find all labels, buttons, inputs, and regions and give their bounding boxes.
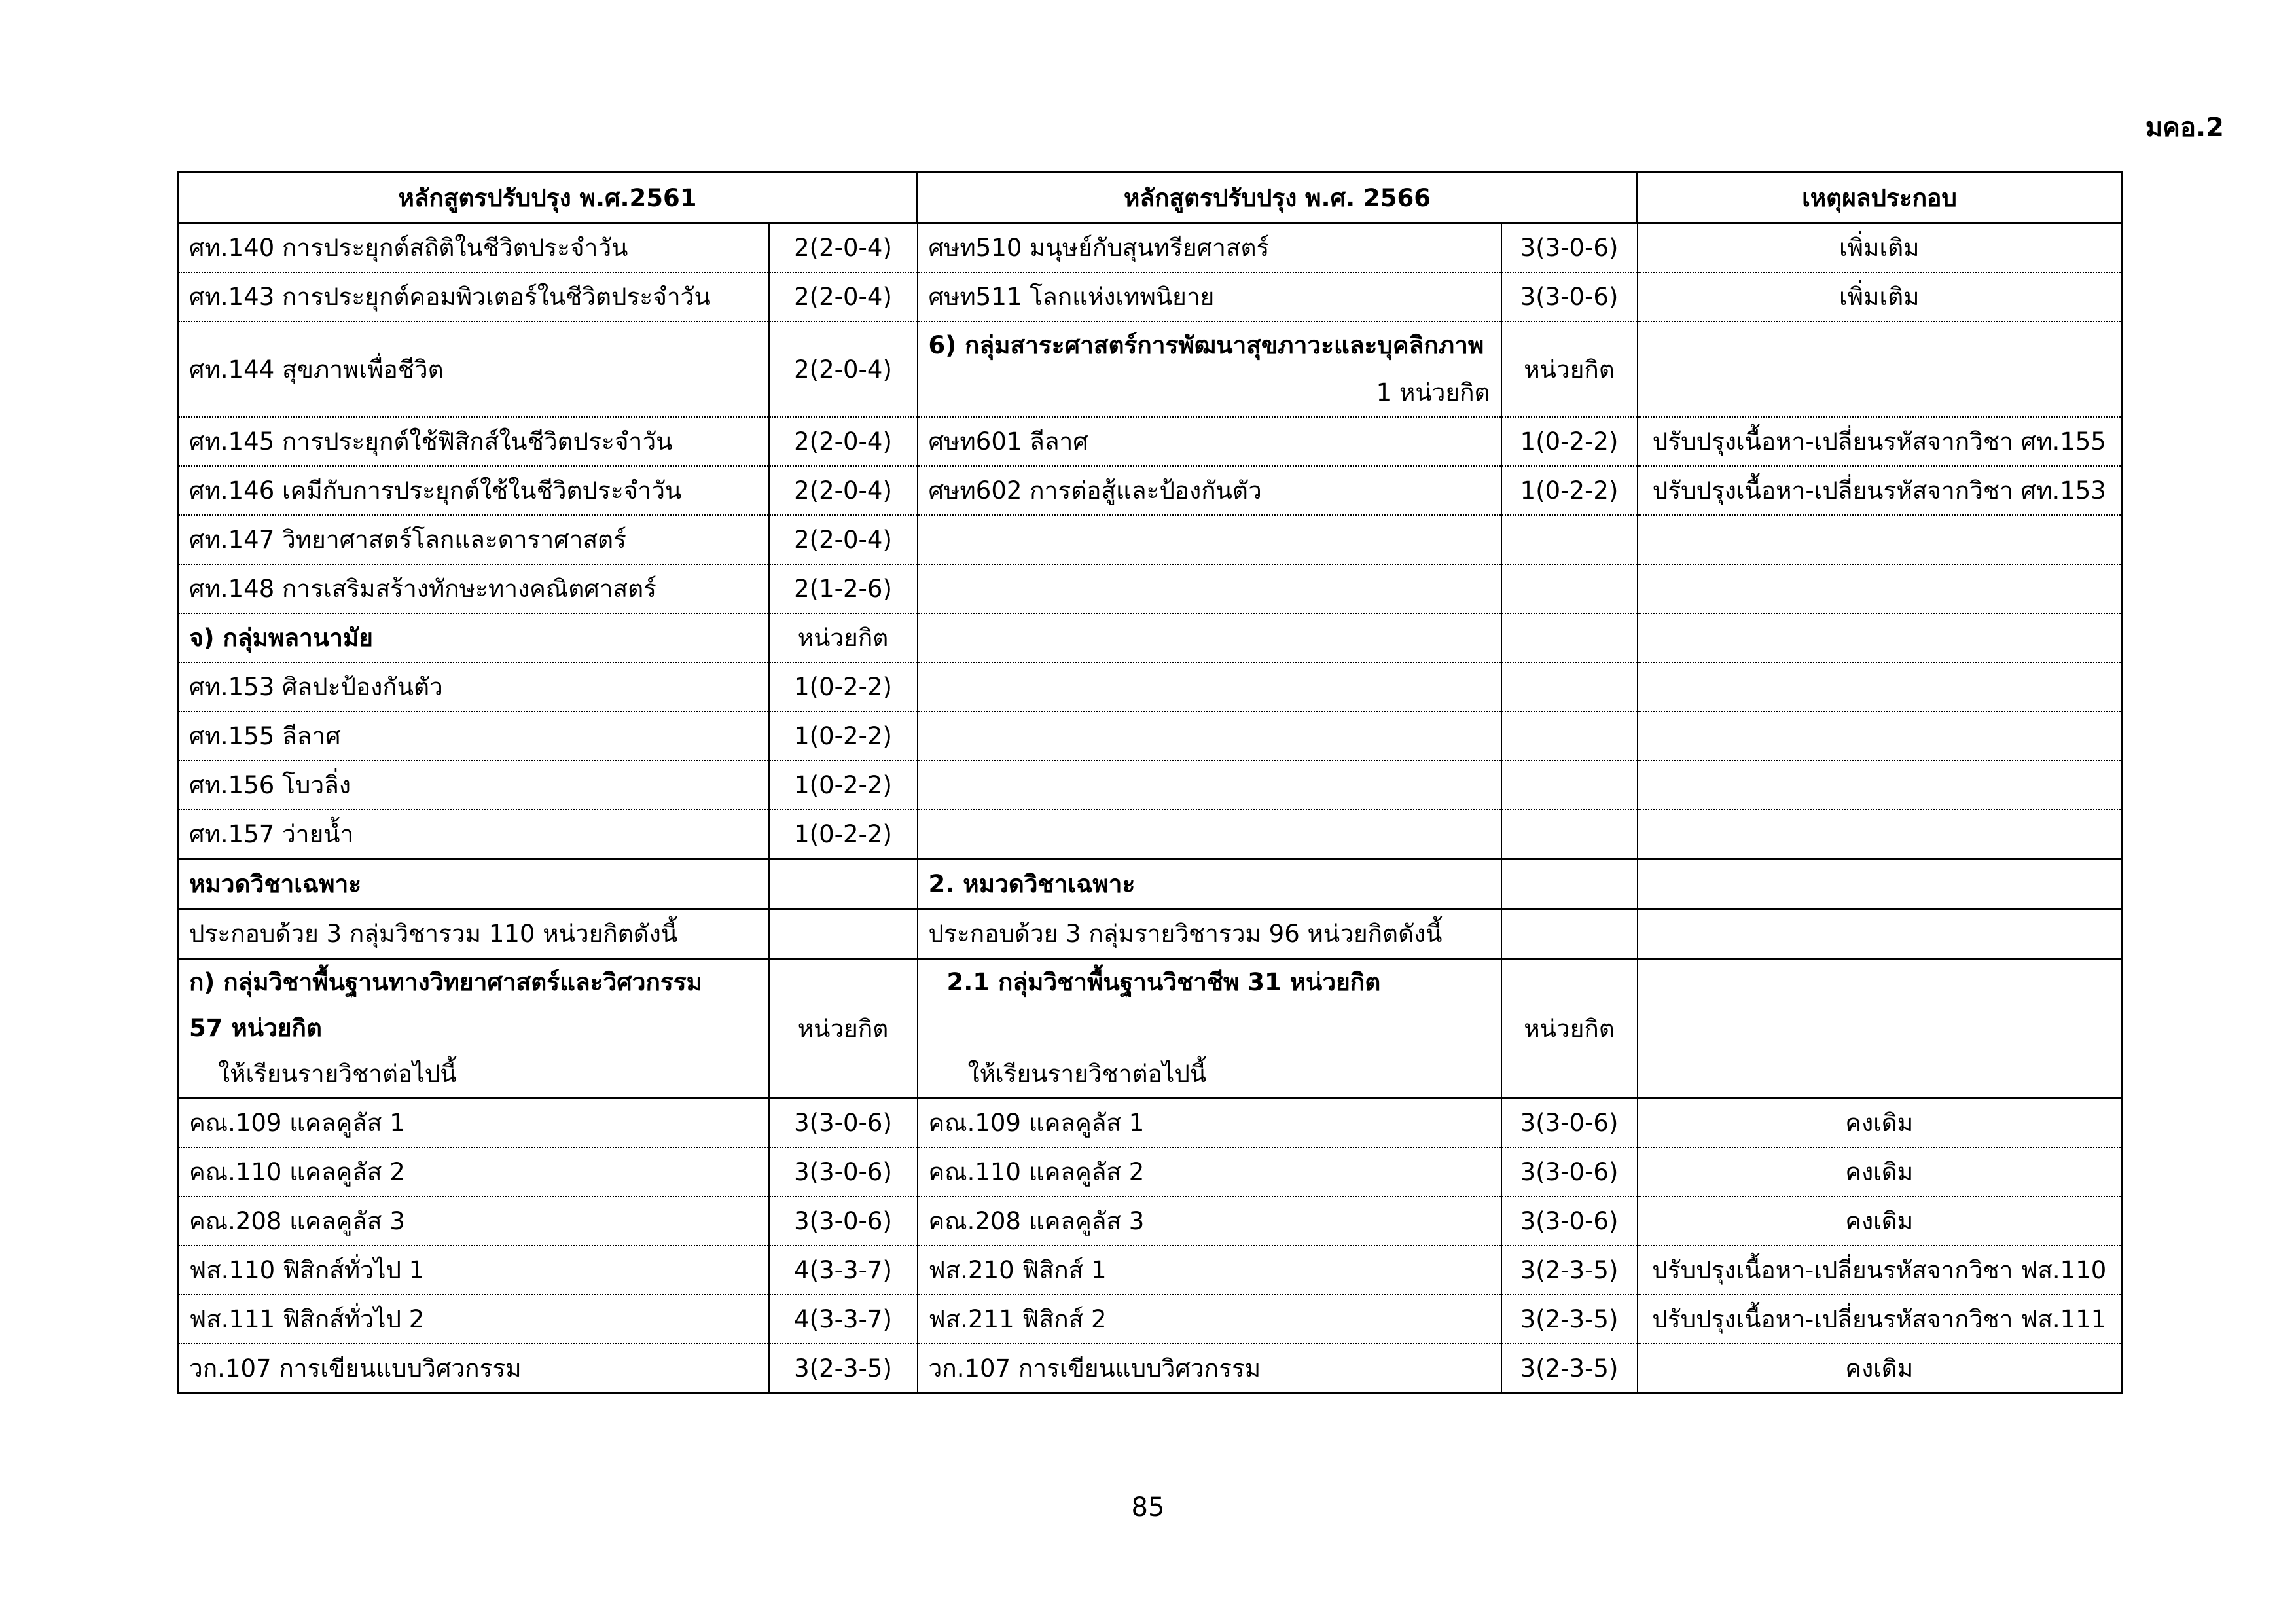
new-credit [1501, 564, 1638, 613]
old-credit: 3(3-0-6) [769, 1098, 918, 1148]
old-credit: 1(0-2-2) [769, 761, 918, 810]
old-course: ศท.155 ลีลาศ [178, 712, 769, 761]
new-course [918, 761, 1501, 810]
table-row [178, 515, 2122, 564]
new-credit: 3(3-0-6) [1501, 1197, 1638, 1246]
reason [1638, 613, 2122, 662]
table-row [178, 712, 2122, 761]
reason [1638, 859, 2122, 909]
old-credit: 3(3-0-6) [769, 1197, 918, 1246]
reason [1638, 564, 2122, 613]
old-credit: 2(2-0-4) [769, 417, 918, 466]
old-credit: 1(0-2-2) [769, 712, 918, 761]
reason: คงเดิม [1638, 1147, 2122, 1197]
document-code: มคอ.2 [2145, 113, 2224, 143]
old-credit: 4(3-3-7) [769, 1246, 918, 1295]
new-course: คณ.109 แคลคูลัส 1 [918, 1098, 1501, 1148]
old-course: ศท.140 การประยุกต์สถิติในชีวิตประจำวัน [178, 223, 769, 273]
reason [1638, 761, 2122, 810]
old-course: ศท.148 การเสริมสร้างทักษะทางคณิตศาสตร์ [178, 564, 769, 613]
new-subgroup-heading [918, 959, 1501, 1098]
reason: เพิ่มเติม [1638, 272, 2122, 321]
table-row [178, 761, 2122, 810]
new-credit: 3(3-0-6) [1501, 1098, 1638, 1148]
reason: คงเดิม [1638, 1197, 2122, 1246]
old-course: ศท.143 การประยุกต์คอมพิวเตอร์ในชีวิตประจำวัน [178, 272, 769, 321]
table-row [178, 909, 2122, 959]
new-credit [1501, 712, 1638, 761]
new-course [918, 712, 1501, 761]
reason [1638, 662, 2122, 712]
old-course: ศท.145 การประยุกต์ใช้ฟิสิกส์ในชีวิตประจำวัน [178, 417, 769, 466]
table-row [178, 417, 2122, 466]
new-section-heading: 2. หมวดวิชาเฉพาะ [918, 859, 1501, 909]
table-row [178, 662, 2122, 712]
reason: ปรับปรุงเนื้อหา-เปลี่ยนรหัสจากวิชา ฟส.110 [1638, 1246, 2122, 1295]
old-course: วก.107 การเขียนแบบวิศวกรรม [178, 1344, 769, 1394]
new-group-title: 6) กลุ่มสาระศาสตร์การพัฒนาสุขภาวะและบุคลิกภาพ [928, 331, 1484, 359]
new-course: คณ.110 แคลคูลัส 2 [918, 1147, 1501, 1197]
old-credit: 2(1-2-6) [769, 564, 918, 613]
old-course: ศท.146 เคมีกับการประยุกต์ใช้ในชีวิตประจำวัน [178, 466, 769, 515]
old-course: ศท.157 ว่ายน้ำ [178, 810, 769, 859]
new-credit: 1(0-2-2) [1501, 417, 1638, 466]
new-credit: 3(3-0-6) [1501, 272, 1638, 321]
new-credit [1501, 613, 1638, 662]
old-subgroup-heading [178, 959, 769, 1098]
header-old-curriculum: หลักสูตรปรับปรุง พ.ศ.2561 [178, 173, 918, 223]
old-credit: 3(3-0-6) [769, 1147, 918, 1197]
old-section-summary: ประกอบด้วย 3 กลุ่มวิชารวม 110 หน่วยกิตดังนี้ [178, 909, 769, 959]
new-course [918, 564, 1501, 613]
old-section-heading: หมวดวิชาเฉพาะ [178, 859, 769, 909]
header-reason: เหตุผลประกอบ [1638, 173, 2122, 223]
new-credit [1501, 909, 1638, 959]
new-credit [1501, 810, 1638, 859]
old-course: ศท.147 วิทยาศาสตร์โลกและดาราศาสตร์ [178, 515, 769, 564]
reason [1638, 321, 2122, 417]
reason: ปรับปรุงเนื้อหา-เปลี่ยนรหัสจากวิชา ศท.153 [1638, 466, 2122, 515]
reason [1638, 909, 2122, 959]
new-credit: หน่วยกิต [1501, 321, 1638, 417]
old-course: คณ.208 แคลคูลัส 3 [178, 1197, 769, 1246]
reason [1638, 712, 2122, 761]
new-credit: หน่วยกิต [1501, 959, 1638, 1098]
table-row [178, 1147, 2122, 1197]
new-course: ฟส.211 ฟิสิกส์ 2 [918, 1295, 1501, 1344]
old-subgroup-instruction: ให้เรียนรายวิชาต่อไปนี้ [218, 1060, 457, 1088]
old-course: ศท.153 ศิลปะป้องกันตัว [178, 662, 769, 712]
new-course [918, 613, 1501, 662]
new-credit [1501, 662, 1638, 712]
old-course: ฟส.111 ฟิสิกส์ทั่วไป 2 [178, 1295, 769, 1344]
new-credit: 3(3-0-6) [1501, 223, 1638, 273]
table-row [178, 959, 2122, 1098]
new-credit: 3(2-3-5) [1501, 1246, 1638, 1295]
new-course: ศษท602 การต่อสู้และป้องกันตัว [918, 466, 1501, 515]
table-row [178, 466, 2122, 515]
curriculum-comparison-table [177, 171, 2123, 1394]
old-credit: 1(0-2-2) [769, 662, 918, 712]
old-subgroup-title: ก) กลุ่มวิชาพื้นฐานทางวิทยาศาสตร์และวิศวกรรม [189, 968, 703, 996]
old-course: ศท.144 สุขภาพเพื่อชีวิต [178, 321, 769, 417]
new-group-heading [918, 321, 1501, 417]
old-subgroup-credits: 57 หน่วยกิต [189, 1014, 322, 1042]
old-credit: 1(0-2-2) [769, 810, 918, 859]
header-row [178, 173, 2122, 223]
table-row [178, 613, 2122, 662]
old-credit: 2(2-0-4) [769, 272, 918, 321]
header-new-curriculum: หลักสูตรปรับปรุง พ.ศ. 2566 [918, 173, 1638, 223]
new-subgroup-instruction: ให้เรียนรายวิชาต่อไปนี้ [967, 1060, 1207, 1088]
old-credit: 2(2-0-4) [769, 223, 918, 273]
new-credit: 3(2-3-5) [1501, 1295, 1638, 1344]
reason [1638, 515, 2122, 564]
old-credit [769, 859, 918, 909]
table-row [178, 1197, 2122, 1246]
table-row [178, 321, 2122, 417]
new-credit: 3(2-3-5) [1501, 1344, 1638, 1394]
reason: ปรับปรุงเนื้อหา-เปลี่ยนรหัสจากวิชา ฟส.111 [1638, 1295, 2122, 1344]
new-credit [1501, 859, 1638, 909]
old-course: คณ.109 แคลคูลัส 1 [178, 1098, 769, 1148]
old-credit: 2(2-0-4) [769, 466, 918, 515]
reason [1638, 810, 2122, 859]
old-credit: หน่วยกิต [769, 959, 918, 1098]
new-course: ศษท510 มนุษย์กับสุนทรียศาสตร์ [918, 223, 1501, 273]
table-row [178, 1246, 2122, 1295]
new-course: ฟส.210 ฟิสิกส์ 1 [918, 1246, 1501, 1295]
new-course [918, 810, 1501, 859]
old-group-heading: จ) กลุ่มพลานามัย [178, 613, 769, 662]
old-credit [769, 909, 918, 959]
table-row [178, 1295, 2122, 1344]
new-course [918, 662, 1501, 712]
new-section-summary: ประกอบด้วย 3 กลุ่มรายวิชารวม 96 หน่วยกิตดังนี้ [918, 909, 1501, 959]
new-credit [1501, 761, 1638, 810]
table-row [178, 223, 2122, 273]
new-course: คณ.208 แคลคูลัส 3 [918, 1197, 1501, 1246]
new-group-credits: 1 หน่วยกิต [1376, 378, 1490, 406]
reason: คงเดิม [1638, 1098, 2122, 1148]
reason [1638, 959, 2122, 1098]
new-course: ศษท511 โลกแห่งเทพนิยาย [918, 272, 1501, 321]
old-credit: 3(2-3-5) [769, 1344, 918, 1394]
old-course: คณ.110 แคลคูลัส 2 [178, 1147, 769, 1197]
page-number: 85 [1131, 1492, 1165, 1523]
new-course [918, 515, 1501, 564]
old-course: ศท.156 โบวลิ่ง [178, 761, 769, 810]
new-course: วก.107 การเขียนแบบวิศวกรรม [918, 1344, 1501, 1394]
old-credit: 2(2-0-4) [769, 515, 918, 564]
old-credit: หน่วยกิต [769, 613, 918, 662]
new-credit: 1(0-2-2) [1501, 466, 1638, 515]
new-subgroup-title: 2.1 กลุ่มวิชาพื้นฐานวิชาชีพ 31 หน่วยกิต [946, 968, 1381, 996]
table-row [178, 859, 2122, 909]
table-row [178, 272, 2122, 321]
reason: ปรับปรุงเนื้อหา-เปลี่ยนรหัสจากวิชา ศท.155 [1638, 417, 2122, 466]
reason: คงเดิม [1638, 1344, 2122, 1394]
table-row [178, 564, 2122, 613]
old-credit: 4(3-3-7) [769, 1295, 918, 1344]
new-credit [1501, 515, 1638, 564]
table-row [178, 1344, 2122, 1394]
new-course: ศษท601 ลีลาศ [918, 417, 1501, 466]
old-course: ฟส.110 ฟิสิกส์ทั่วไป 1 [178, 1246, 769, 1295]
table-row [178, 1098, 2122, 1148]
old-credit: 2(2-0-4) [769, 321, 918, 417]
table-row [178, 810, 2122, 859]
reason: เพิ่มเติม [1638, 223, 2122, 273]
new-credit: 3(3-0-6) [1501, 1147, 1638, 1197]
new-subgroup-spacer [929, 1005, 1490, 1051]
